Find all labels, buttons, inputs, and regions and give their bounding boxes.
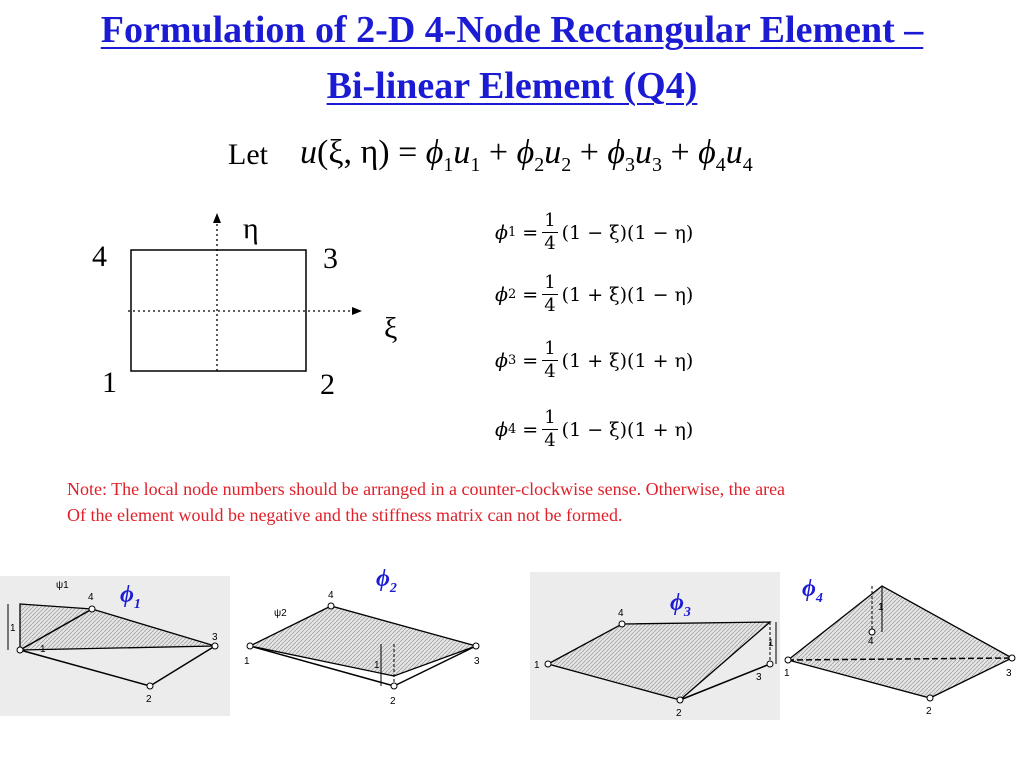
sf1-den: 4	[544, 233, 556, 254]
phi4-title	[802, 576, 823, 607]
phi1-node-1-label: 1	[40, 644, 46, 655]
eq-term-1-u: u	[453, 134, 471, 171]
phi4-node-2-label: 2	[926, 706, 932, 717]
node-1-label: 1	[102, 366, 117, 399]
phi3-node-3	[767, 661, 773, 667]
phi1-edge-2-3	[150, 646, 215, 686]
phi3-surface	[548, 622, 770, 700]
eta-arrowhead	[213, 213, 221, 223]
phi2-node-2-label: 2	[390, 696, 396, 707]
eq-term-2-u: u	[544, 134, 562, 171]
phi1-edge-1-2	[20, 650, 150, 686]
sf2-rest: (1 + ξ)(1 − η)	[561, 283, 694, 306]
eq-term-1-usub: 1	[470, 153, 481, 176]
phi1-node-2	[147, 683, 153, 689]
phi3-unit: 1	[768, 638, 774, 649]
sf3-den: 4	[544, 361, 556, 382]
shape-plot-phi1	[0, 576, 230, 716]
phi3-node-4-label: 4	[618, 608, 624, 619]
eq-term-4-phi: ϕ	[698, 134, 716, 171]
phi1-node-2-label: 2	[146, 694, 152, 705]
phi2-node-1-label: 1	[244, 656, 250, 667]
sf1-rest: (1 − ξ)(1 − η)	[561, 221, 694, 244]
phi1-surface	[20, 604, 215, 650]
phi1-node-1	[17, 647, 23, 653]
eq-term-3-u: u	[634, 134, 652, 171]
eq-plus-3: +	[661, 134, 699, 171]
eq-term-3-sub: 3	[624, 153, 635, 176]
node-3-label: 3	[323, 242, 338, 275]
phi2-title-sub: 2	[389, 580, 397, 596]
shape-function-4	[495, 407, 693, 452]
sf2-num: 1	[544, 272, 556, 293]
eq-term-2-sub: 2	[534, 153, 545, 176]
phi4-node-3	[1009, 655, 1015, 661]
phi2-title	[376, 566, 397, 597]
xi-arrowhead	[352, 307, 362, 315]
phi4-unit: 1	[878, 602, 884, 613]
phi3-node-3-label: 3	[756, 672, 762, 683]
sf1-phi: ϕ	[495, 221, 508, 244]
sf1-eq: =	[522, 221, 539, 244]
eq-term-4-sub: 4	[715, 153, 726, 176]
phi1-title-sub: 1	[133, 596, 141, 612]
eq-lhs: u	[300, 134, 317, 171]
node-2-label: 2	[320, 368, 335, 401]
shape-function-3	[495, 338, 693, 383]
phi3-title-symbol: ϕ	[670, 590, 684, 616]
phi3-node-4	[619, 621, 625, 627]
phi3-title-sub: 3	[683, 604, 691, 620]
shape-function-1	[495, 210, 693, 255]
phi1-title	[120, 582, 141, 613]
sf1-fraction	[542, 210, 557, 255]
sf3-eq: =	[522, 349, 539, 372]
xi-axis-label: ξ	[384, 312, 398, 345]
phi3-title	[670, 590, 691, 621]
phi4-title-symbol: ϕ	[802, 576, 816, 602]
sf1-num: 1	[544, 210, 556, 231]
eq-plus-1: +	[480, 134, 517, 171]
phi1-node-3-label: 3	[212, 632, 218, 643]
eq-plus-2: +	[571, 134, 608, 171]
phi4-node-2	[927, 695, 933, 701]
eq-term-4-usub: 4	[742, 153, 753, 176]
phi1-node-3	[212, 643, 218, 649]
sf3-rest: (1 + ξ)(1 + η)	[561, 349, 694, 372]
phi2-unit: 1	[374, 660, 380, 671]
shape-plot-phi2	[236, 586, 496, 716]
phi1-title-symbol: ϕ	[120, 582, 134, 608]
phi1-node-4-label: 4	[88, 592, 94, 603]
interpolation-equation	[300, 134, 753, 177]
sf2-den: 4	[544, 295, 556, 316]
eq-term-4-u: u	[725, 134, 743, 171]
sf2-fraction	[542, 272, 557, 317]
sf2-phi: ϕ	[495, 283, 508, 306]
shape-plot-phi3	[530, 572, 780, 720]
phi3-node-2	[677, 697, 683, 703]
node-4-label: 4	[92, 240, 107, 273]
phi1-node-4	[89, 606, 95, 612]
phi2-psi-label: ψ2	[274, 608, 287, 619]
phi2-node-3	[473, 643, 479, 649]
phi4-title-sub: 4	[815, 590, 823, 606]
slide-title-line-2: Bi-linear Element (Q4)	[326, 65, 698, 107]
phi4-node-1	[785, 657, 791, 663]
slide-title-line-1: Formulation of 2-D 4-Node Rectangular Element –	[100, 9, 924, 51]
eq-term-3-usub: 3	[651, 153, 662, 176]
eq-term-1-sub: 1	[443, 153, 454, 176]
sf4-rest: (1 − ξ)(1 + η)	[561, 418, 694, 441]
note-line-1: Note: The local node numbers should be arranged in a counter-clockwise sense. Otherwise, the area	[67, 479, 786, 499]
sf4-den: 4	[544, 430, 556, 451]
eta-axis-label: η	[243, 212, 259, 245]
orientation-note	[67, 476, 997, 528]
sf4-phi: ϕ	[495, 418, 508, 441]
eq-args: (ξ, η)	[317, 134, 390, 171]
phi3-node-1	[545, 661, 551, 667]
note-line-2: Of the element would be negative and the stiffness matrix can not be formed.	[67, 505, 623, 525]
phi2-title-symbol: ϕ	[376, 566, 390, 592]
sf4-sub: 4	[507, 422, 517, 437]
let-label: Let	[228, 138, 268, 171]
sf1-sub: 1	[507, 225, 517, 240]
sf3-num: 1	[544, 338, 556, 359]
phi3-node-1-label: 1	[534, 660, 540, 671]
eq-equals: =	[389, 134, 426, 171]
phi4-node-4	[869, 629, 875, 635]
phi2-node-4-label: 4	[328, 590, 334, 601]
sf3-phi: ϕ	[495, 349, 508, 372]
sf2-sub: 2	[507, 287, 517, 302]
sf3-sub: 3	[507, 353, 517, 368]
phi4-node-3-label: 3	[1006, 668, 1012, 679]
eq-term-1-phi: ϕ	[425, 134, 444, 171]
phi2-node-2	[391, 683, 397, 689]
phi2-node-4	[328, 603, 334, 609]
sf4-eq: =	[522, 418, 539, 441]
phi1-psi-label: ψ1	[56, 580, 69, 591]
phi3-node-2-label: 2	[676, 708, 682, 719]
eq-term-2-usub: 2	[561, 153, 572, 176]
sf2-eq: =	[522, 283, 539, 306]
phi2-node-1	[247, 643, 253, 649]
phi2-node-3-label: 3	[474, 656, 480, 667]
phi4-node-4-label: 4	[868, 636, 874, 647]
shape-function-2	[495, 272, 693, 317]
sf4-num: 1	[544, 407, 556, 428]
phi1-unit: 1	[10, 623, 16, 634]
eq-term-2-phi: ϕ	[516, 134, 535, 171]
sf4-fraction	[542, 407, 557, 452]
eq-term-3-phi: ϕ	[607, 134, 625, 171]
phi4-node-1-label: 1	[784, 668, 790, 679]
sf3-fraction	[542, 338, 557, 383]
